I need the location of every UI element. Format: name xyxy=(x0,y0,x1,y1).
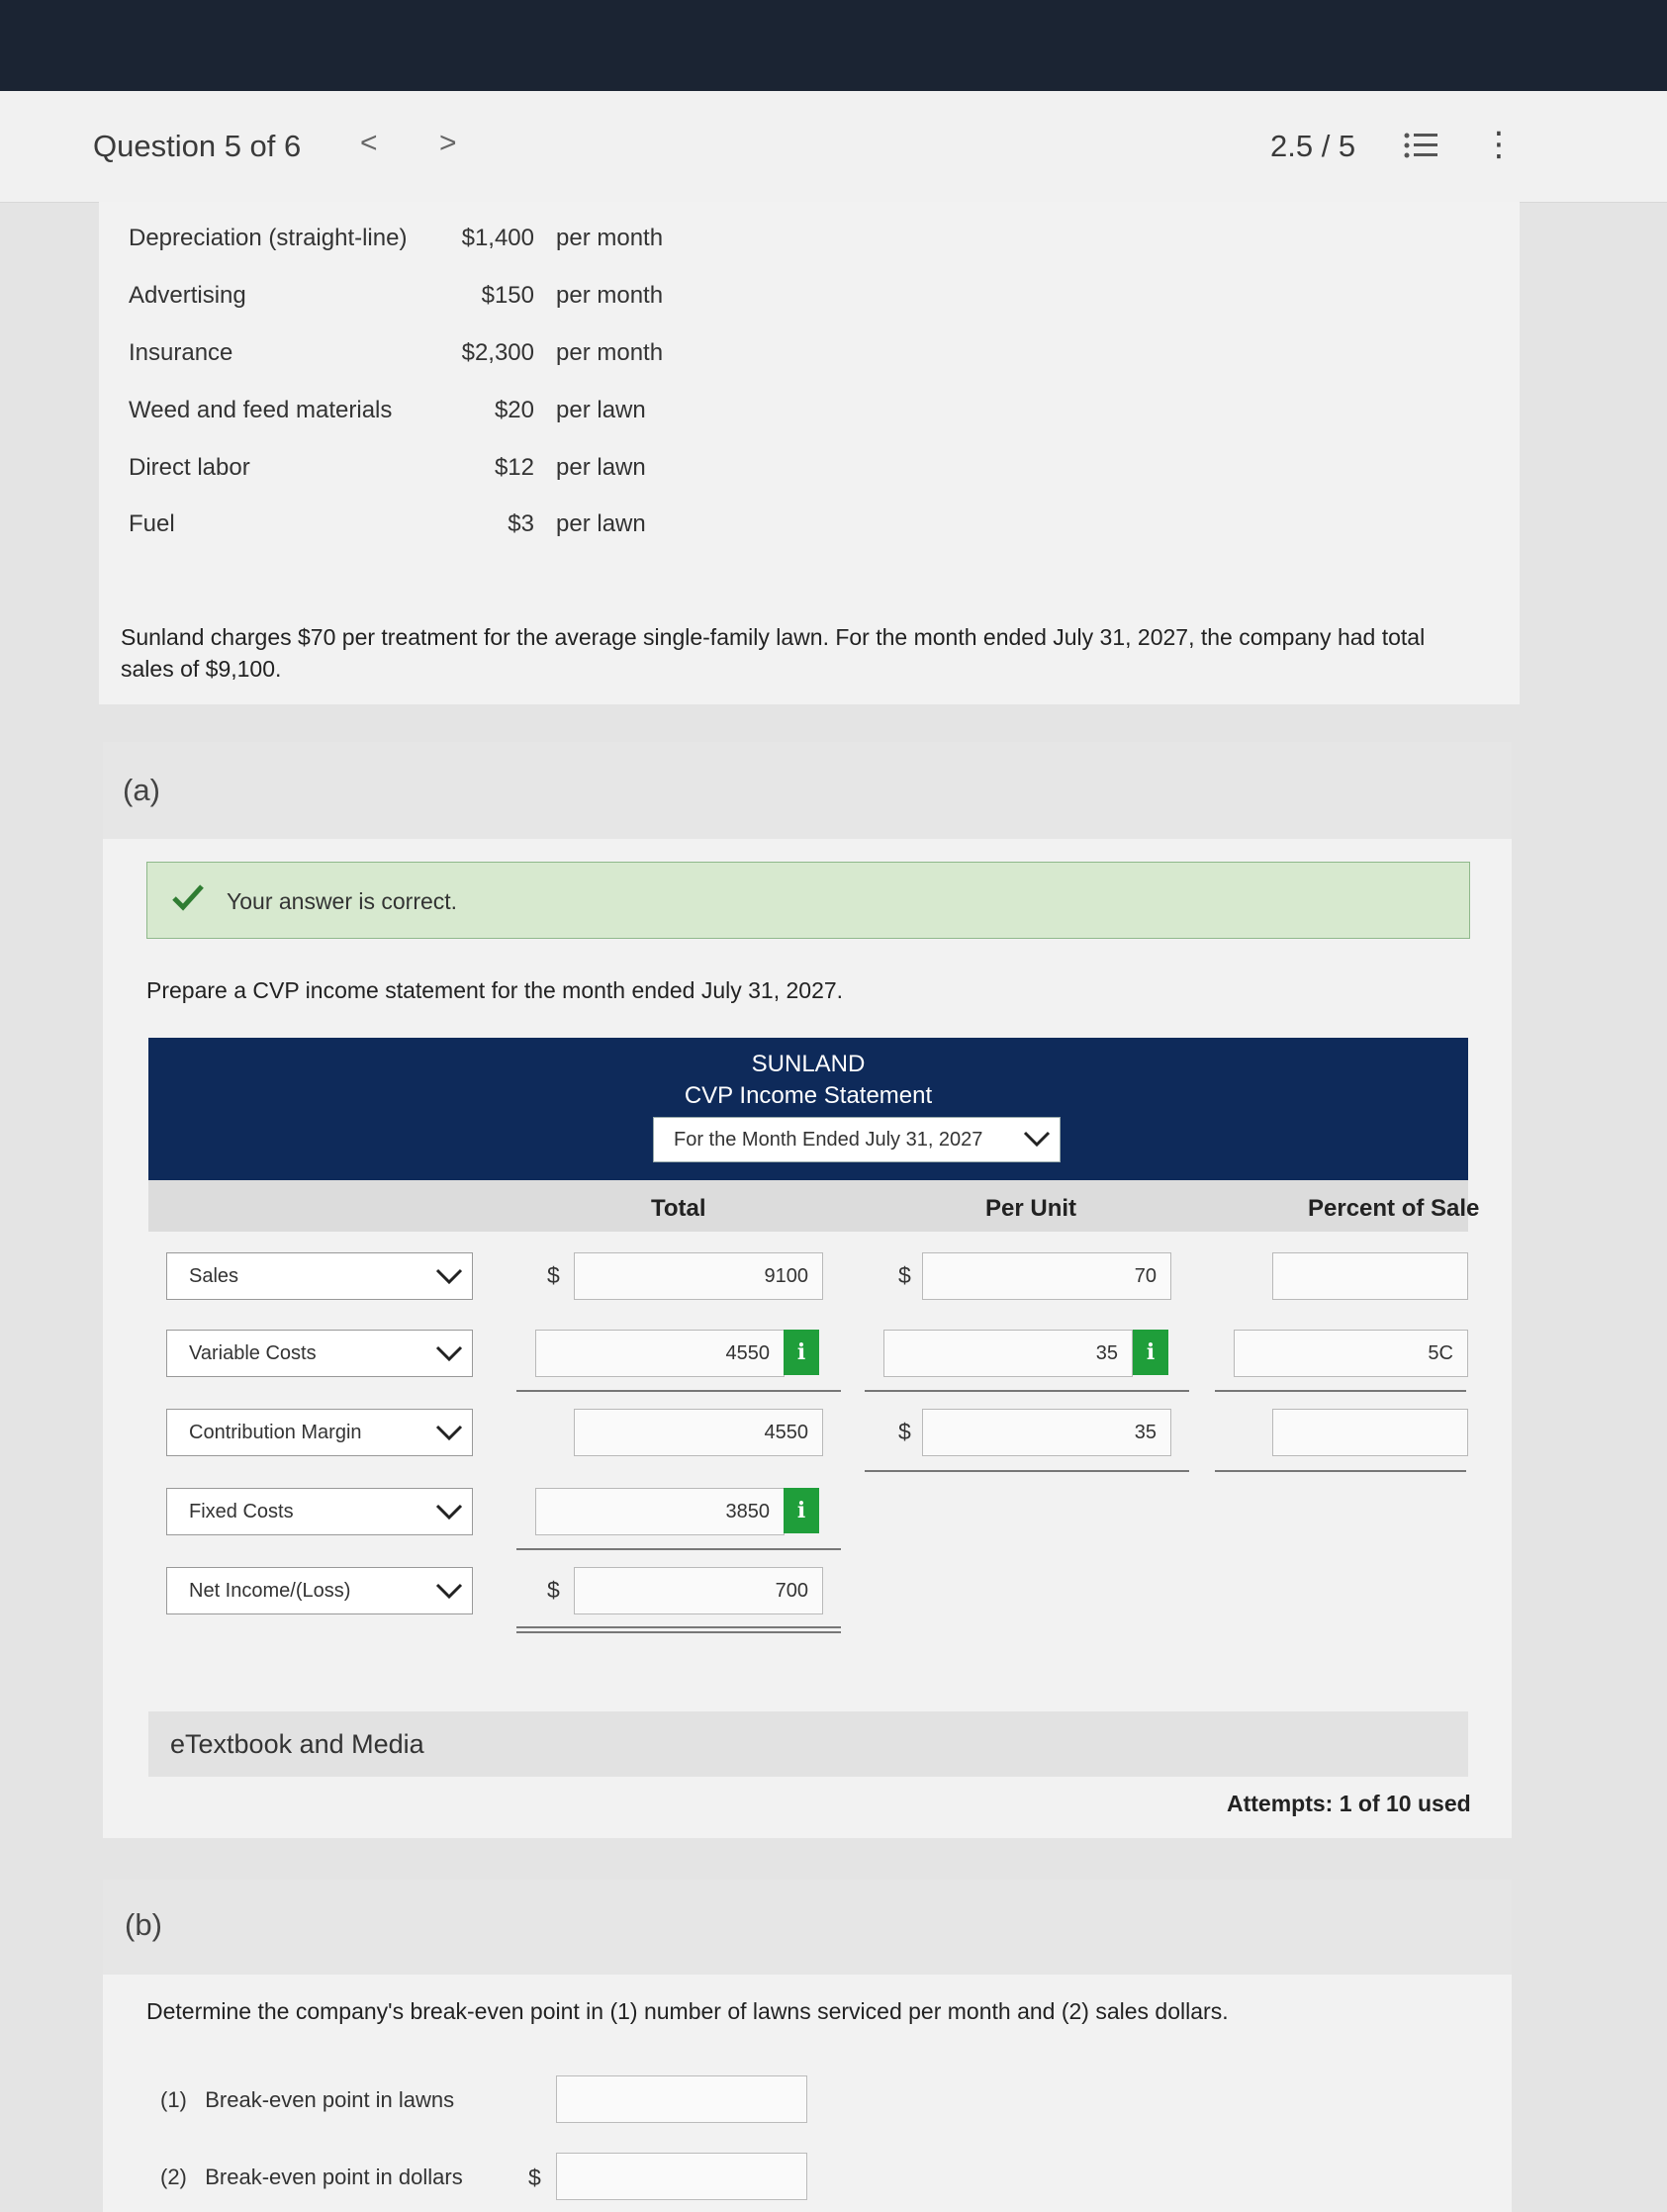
etextbook-link[interactable]: eTextbook and Media xyxy=(170,1729,424,1759)
cost-amount: $3 xyxy=(508,510,534,537)
cost-label: Depreciation (straight-line) xyxy=(129,225,408,251)
sales-percent-input[interactable] xyxy=(1272,1252,1468,1300)
underline xyxy=(516,1390,841,1392)
attempts-counter: Attempts: 1 of 10 used xyxy=(1227,1791,1471,1816)
chevron-down-icon xyxy=(434,1580,464,1602)
info-icon[interactable]: i xyxy=(784,1330,819,1375)
cost-label: Direct labor xyxy=(129,454,250,481)
chevron-down-icon xyxy=(434,1501,464,1522)
contribution-margin-percent-input[interactable] xyxy=(1272,1409,1468,1456)
contribution-margin-per-unit-input[interactable]: 35 xyxy=(922,1409,1171,1456)
variable-costs-percent-input[interactable]: 5C xyxy=(1234,1330,1468,1377)
row-label-dropdown[interactable] xyxy=(166,1409,473,1456)
fixed-costs-total-input[interactable]: 3850 xyxy=(535,1488,785,1535)
correct-answer-banner xyxy=(146,862,1470,939)
cost-label: Advertising xyxy=(129,282,246,309)
break-even-dollars-row xyxy=(160,2165,463,2190)
next-question-button[interactable]: > xyxy=(439,127,457,159)
part-a-instruction: Prepare a CVP income statement for the month ended July 31, 2027. xyxy=(146,977,844,1003)
part-b-header xyxy=(103,1880,1512,1975)
row-label: Sales xyxy=(189,1265,239,1287)
company-name: SUNLAND xyxy=(751,1051,866,1077)
part-a-header xyxy=(103,742,1512,853)
cost-row xyxy=(129,397,683,426)
etextbook-media-bar[interactable] xyxy=(148,1711,1468,1777)
statement-title: CVP Income Statement xyxy=(684,1082,933,1109)
break-even-lawns-row xyxy=(160,2087,454,2113)
column-header-percent: Percent of Sale xyxy=(1308,1195,1480,1222)
chevron-down-icon xyxy=(434,1342,464,1364)
period-dropdown[interactable] xyxy=(653,1117,1061,1162)
cost-unit: per month xyxy=(556,282,664,309)
part-a-label: (a) xyxy=(123,773,160,807)
cost-amount: $2,300 xyxy=(461,339,534,366)
cost-unit: per lawn xyxy=(556,397,646,423)
currency-symbol: $ xyxy=(547,1262,560,1288)
currency-symbol: $ xyxy=(528,2165,541,2190)
chevron-down-icon xyxy=(434,1422,464,1443)
row-label-dropdown[interactable] xyxy=(166,1488,473,1535)
cost-row xyxy=(129,339,683,369)
row-label: Contribution Margin xyxy=(189,1422,362,1443)
underline xyxy=(865,1390,1189,1392)
cost-row xyxy=(129,510,683,540)
info-icon[interactable]: i xyxy=(1133,1330,1168,1375)
currency-symbol: $ xyxy=(547,1577,560,1603)
top-app-bar xyxy=(0,0,1667,91)
underline xyxy=(516,1548,841,1550)
problem-text: Sunland charges $70 per treatment for the average single-family lawn. For the month ended July 31, 2027, the company had total sales of $9,100. xyxy=(121,624,1426,682)
period-value: For the Month Ended July 31, 2027 xyxy=(674,1129,983,1151)
checkmark-icon xyxy=(171,882,205,912)
item-label: Break-even point in dollars xyxy=(205,2165,463,2189)
cost-label: Insurance xyxy=(129,339,233,366)
double-underline xyxy=(516,1626,841,1628)
underline xyxy=(1215,1390,1466,1392)
cost-amount: $20 xyxy=(494,397,534,423)
part-b-instruction: Determine the company's break-even point in (1) number of lawns serviced per month and (2) sales dollars. xyxy=(146,1998,1229,2024)
cost-row xyxy=(129,225,683,254)
cost-amount: $1,400 xyxy=(461,225,534,251)
cost-unit: per month xyxy=(556,339,664,366)
more-options-icon[interactable]: ⋮ xyxy=(1482,126,1516,163)
row-label: Fixed Costs xyxy=(189,1501,294,1522)
net-income-total-input[interactable]: 700 xyxy=(574,1567,823,1614)
cost-amount: $12 xyxy=(494,454,534,481)
chevron-down-icon xyxy=(1022,1128,1052,1150)
row-label-dropdown[interactable] xyxy=(166,1330,473,1377)
cost-label: Weed and feed materials xyxy=(129,397,393,423)
column-header-bar xyxy=(148,1180,1468,1232)
part-b-label: (b) xyxy=(125,1907,162,1942)
prev-question-button[interactable]: < xyxy=(360,127,378,159)
double-underline xyxy=(516,1631,841,1633)
cost-amount: $150 xyxy=(481,282,534,309)
cost-unit: per lawn xyxy=(556,510,646,537)
row-label-dropdown[interactable] xyxy=(166,1252,473,1300)
row-label: Net Income/(Loss) xyxy=(189,1580,351,1602)
row-label: Variable Costs xyxy=(189,1342,317,1364)
cost-label: Fuel xyxy=(129,510,175,537)
cost-row xyxy=(129,454,683,484)
column-header-total: Total xyxy=(651,1195,706,1222)
underline xyxy=(865,1470,1189,1472)
currency-symbol: $ xyxy=(898,1262,911,1288)
sales-total-input[interactable]: 9100 xyxy=(574,1252,823,1300)
chevron-down-icon xyxy=(434,1265,464,1287)
variable-costs-total-input[interactable]: 4550 xyxy=(535,1330,785,1377)
item-number: (2) xyxy=(160,2165,187,2189)
cost-unit: per month xyxy=(556,225,664,251)
row-label-dropdown[interactable] xyxy=(166,1567,473,1614)
currency-symbol: $ xyxy=(898,1419,911,1444)
item-number: (1) xyxy=(160,2087,187,2112)
info-icon[interactable]: i xyxy=(784,1488,819,1533)
feedback-text: Your answer is correct. xyxy=(227,888,458,914)
underline xyxy=(1215,1470,1466,1472)
cost-row xyxy=(129,282,683,312)
sales-per-unit-input[interactable]: 70 xyxy=(922,1252,1171,1300)
statement-header xyxy=(148,1038,1468,1180)
question-header xyxy=(0,91,1667,203)
column-header-per-unit: Per Unit xyxy=(985,1195,1077,1222)
break-even-lawns-input[interactable] xyxy=(556,2075,807,2123)
break-even-dollars-input[interactable] xyxy=(556,2153,807,2200)
question-title: Question 5 of 6 xyxy=(93,129,302,163)
list-icon[interactable] xyxy=(1403,131,1438,160)
variable-costs-per-unit-input[interactable]: 35 xyxy=(883,1330,1133,1377)
item-label: Break-even point in lawns xyxy=(205,2087,455,2112)
cost-unit: per lawn xyxy=(556,454,646,481)
question-score: 2.5 / 5 xyxy=(1270,129,1356,163)
contribution-margin-total-input[interactable]: 4550 xyxy=(574,1409,823,1456)
